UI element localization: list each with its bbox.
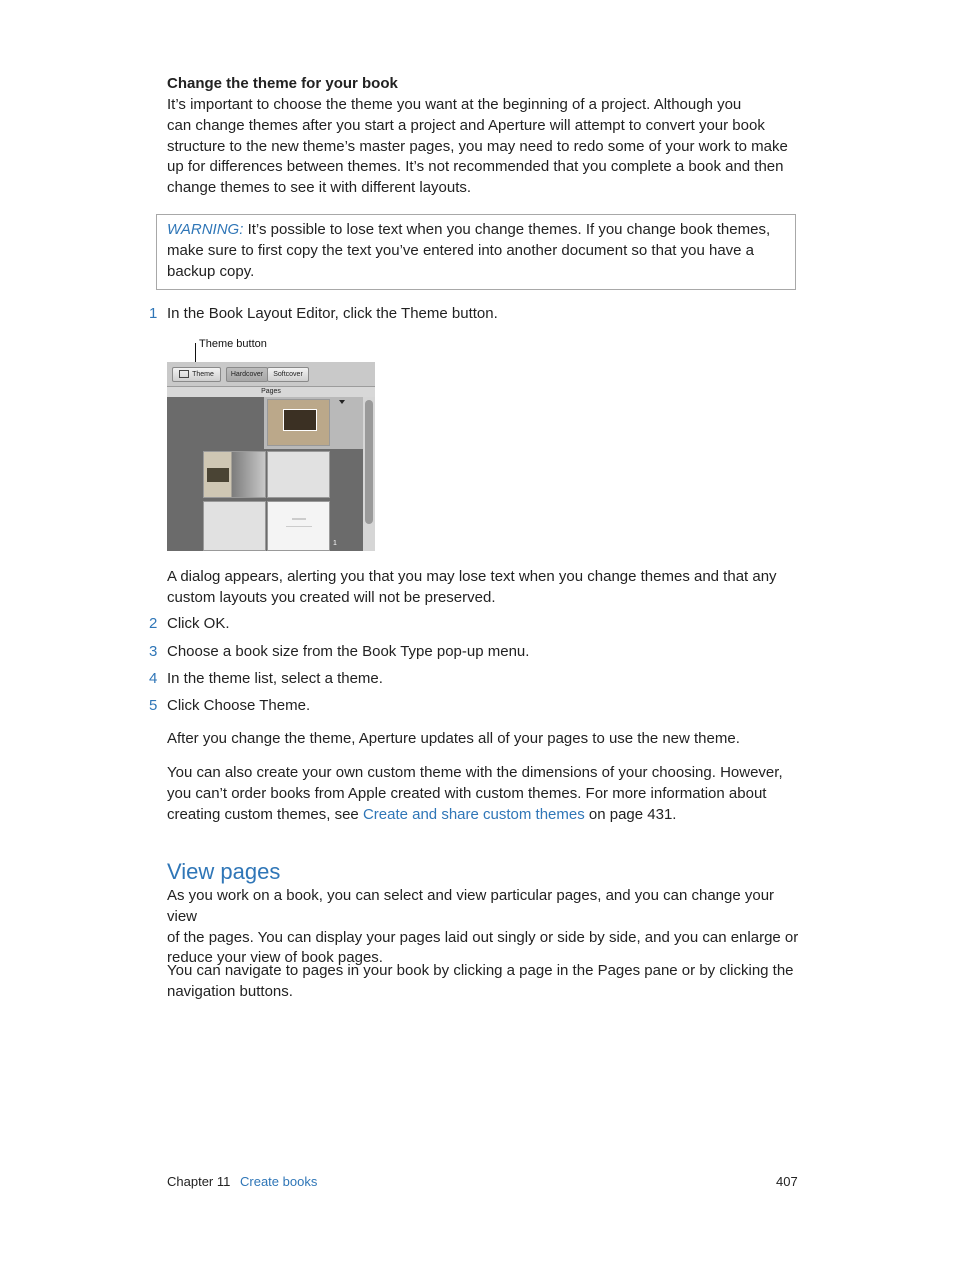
paragraph-line: custom layouts you created will not be preserved. — [167, 588, 496, 606]
section-heading-change-theme: Change the theme for your book — [167, 75, 398, 92]
theme-button-label: Theme — [192, 371, 214, 378]
book-page[interactable] — [267, 501, 330, 551]
book-layout-editor-screenshot — [167, 362, 375, 551]
dialog-explanation — [167, 567, 807, 609]
navigate-pages-paragraph — [167, 961, 807, 1003]
paragraph-line: up for differences between themes. It’s not recommended that you complete a book and then — [167, 158, 784, 176]
warning-text — [167, 220, 792, 282]
paragraph-line: As you work on a book, you can select and view particular pages, and you can change your view — [167, 887, 775, 925]
book-page[interactable] — [267, 451, 330, 498]
step-text: In the Book Layout Editor, click the Theme button. — [167, 305, 498, 322]
custom-theme-paragraph — [167, 763, 807, 825]
pages-pane-header: Pages — [167, 387, 375, 397]
paragraph-line: navigation buttons. — [167, 982, 293, 1000]
book-page[interactable] — [203, 501, 266, 551]
book-cover-page[interactable] — [267, 399, 330, 446]
disclosure-triangle-icon[interactable] — [339, 400, 345, 404]
step-text: Click Choose Theme. — [167, 697, 311, 714]
cover-photo — [283, 409, 317, 431]
softcover-button[interactable]: Softcover — [267, 367, 309, 382]
paragraph-line: of the pages. You can display your pages laid out singly or side by side, and you can enlarge or — [167, 928, 799, 946]
theme-button[interactable] — [172, 367, 221, 382]
paragraph-line: can change themes after you start a project and Aperture will attempt to convert your book — [167, 116, 765, 134]
step-number: 2 — [149, 615, 158, 632]
step-number: 3 — [149, 643, 158, 660]
warning-line: make sure to first copy the text you’ve entered into another document so that you have a — [167, 241, 755, 259]
editor-toolbar — [167, 362, 375, 387]
section-heading-view-pages: View pages — [167, 859, 281, 884]
step-number: 1 — [149, 305, 158, 322]
page-text-placeholder — [286, 526, 312, 527]
step-number: 4 — [149, 670, 158, 687]
change-theme-paragraph — [167, 95, 807, 199]
paragraph-line: you can’t order books from Apple created with custom themes. For more information about — [167, 784, 767, 802]
warning-line: It’s possible to lose text when you change themes. If you change book themes, — [243, 221, 771, 238]
paragraph-line: reduce your view of book pages. — [167, 949, 383, 967]
paragraph-line: You can navigate to pages in your book by clicking a page in the Pages pane or by clicking the — [167, 962, 794, 979]
paragraph-line: It’s important to choose the theme you want at the beginning of a project. Although you — [167, 96, 742, 113]
step-text: Click OK. — [167, 615, 230, 632]
paragraph-line: You can also create your own custom theme with the dimensions of your choosing. However, — [167, 764, 783, 781]
warning-line: backup copy. — [167, 262, 255, 280]
step-text: Choose a book size from the Book Type pop-up menu. — [167, 643, 530, 660]
paragraph-line: change themes to see it with different layouts. — [167, 179, 472, 197]
footer-chapter: Chapter 11 — [167, 1174, 231, 1189]
view-pages-paragraph — [167, 886, 807, 969]
paragraph-text: creating custom themes, see — [167, 805, 363, 823]
footer-page-number: 407 — [776, 1174, 798, 1189]
hardcover-button[interactable]: Hardcover — [226, 367, 268, 382]
create-custom-themes-link[interactable]: Create and share custom themes — [362, 805, 585, 823]
paragraph-line: A dialog appears, alerting you that you may lose text when you change themes and that any — [167, 568, 777, 585]
after-steps-paragraph: After you change the theme, Aperture updates all of your pages to use the new theme. — [167, 730, 740, 747]
page-photo — [207, 468, 229, 482]
paragraph-line: structure to the new theme’s master pages, you may need to redo some of your work to make — [167, 137, 788, 155]
paragraph-text: on page 431. — [584, 805, 677, 823]
step-number: 5 — [149, 697, 158, 714]
theme-icon — [179, 370, 189, 378]
page-number: 1 — [333, 540, 337, 547]
book-page-spread[interactable] — [203, 451, 266, 498]
warning-label: WARNING: — [167, 221, 244, 238]
footer-chapter-title-link[interactable]: Create books — [240, 1174, 318, 1189]
scrollbar-thumb[interactable] — [365, 400, 373, 524]
page-text-placeholder — [292, 518, 306, 520]
step-text: In the theme list, select a theme. — [167, 670, 383, 687]
figure-callout-label: Theme button — [199, 338, 267, 350]
